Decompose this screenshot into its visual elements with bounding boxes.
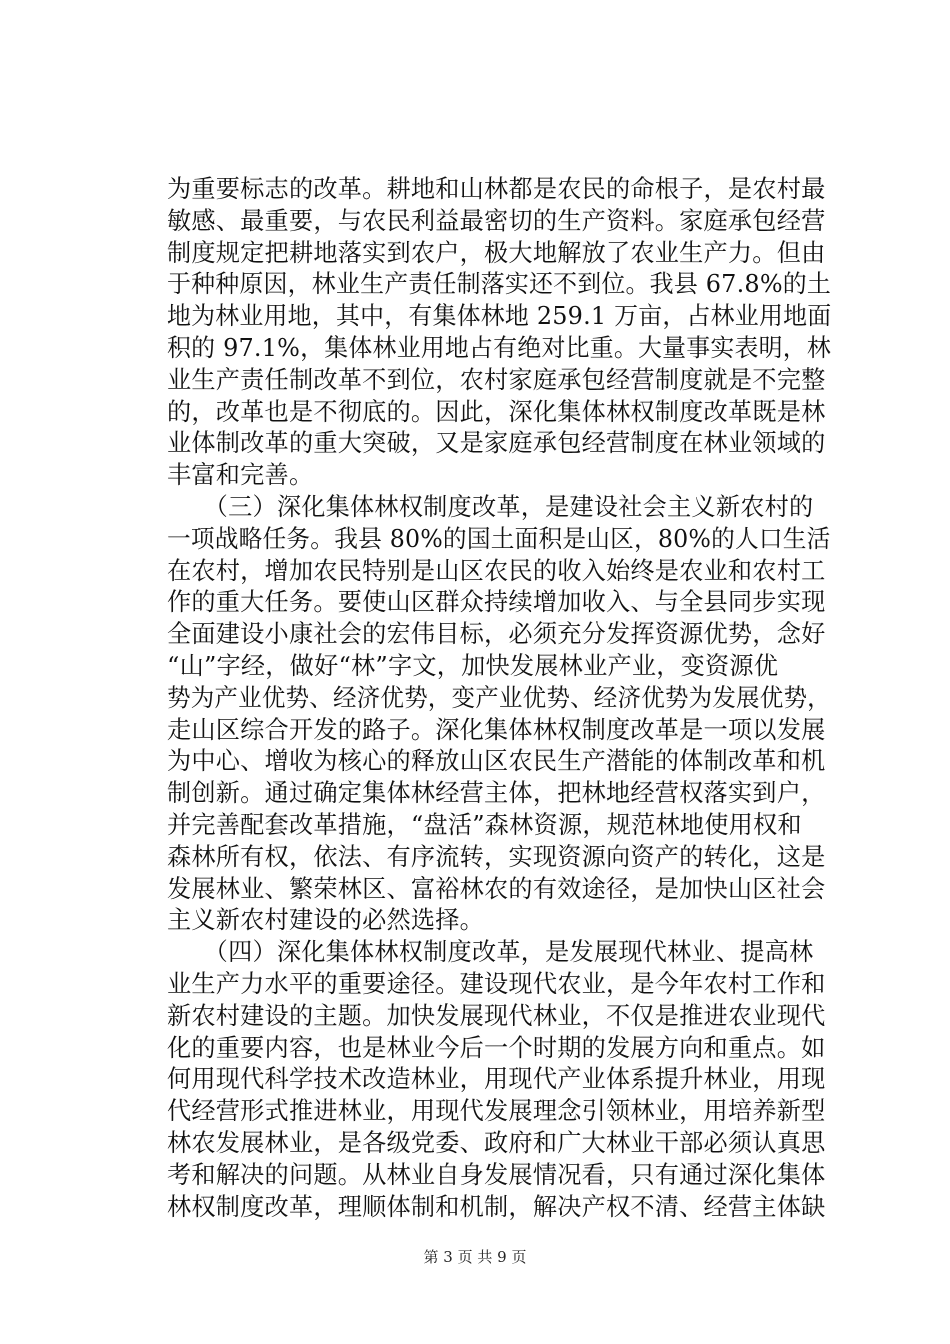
text-line: 并完善配套改革措施，“盘活”森林资源，规范林地使用权和	[167, 810, 802, 839]
text-line: 考和解决的问题。从林业自身发展情况看，只有通过深化集体	[167, 1160, 826, 1189]
text-line: 地为林业用地，其中，有集体林地 259.1 万亩，占林业用地面	[167, 302, 832, 331]
text-line: 林权制度改革，理顺体制和机制，解决产权不清、经营主体缺	[167, 1192, 826, 1221]
text-line: 全面建设小康社会的宏伟目标，必须充分发挥资源优势，念好	[167, 620, 826, 649]
text-line: 为重要标志的改革。耕地和山林都是农民的命根子，是农村最	[167, 175, 826, 203]
text-line: 新农村建设的主题。加快发展现代林业，不仅是推进农业现代	[167, 1001, 826, 1030]
text-line: 林农发展林业，是各级党委、政府和广大林业干部必须认真思	[167, 1128, 826, 1157]
text-line: 业体制改革的重大突破，又是家庭承包经营制度在林业领域的	[167, 429, 826, 458]
text-line: 业生产责任制改革不到位，农村家庭承包经营制度就是不完整	[167, 365, 826, 394]
text-line: 发展林业、繁荣林区、富裕林农的有效途径，是加快山区社会	[167, 874, 826, 903]
text-line: 走山区综合开发的路子。深化集体林权制度改革是一项以发展	[167, 715, 826, 744]
text-line: 一项战略任务。我县 80%的国土面积是山区，80%的人口生活	[167, 524, 831, 553]
text-line: 积的 97.1%，集体林业用地占有绝对比重。大量事实表明，林	[167, 333, 832, 362]
text-line: 主义新农村建设的必然选择。	[167, 906, 485, 935]
text-line: 的，改革也是不彻底的。因此，深化集体林权制度改革既是林	[167, 397, 826, 426]
text-line: 何用现代科学技术改造林业，用现代产业体系提升林业，用现	[167, 1065, 826, 1094]
text-line: （四）深化集体林权制度改革，是发展现代林业、提高林	[167, 938, 814, 967]
text-line: “山”字经，做好“林”字文，加快发展林业产业，变资源优	[167, 651, 779, 680]
text-line: 敏感、最重要，与农民利益最密切的生产资料。家庭承包经营	[167, 206, 826, 235]
text-line: 业生产力水平的重要途径。建设现代农业，是今年农村工作和	[167, 969, 826, 998]
text-line: 代经营形式推进林业，用现代发展理念引领林业，用培养新型	[167, 1097, 826, 1126]
text-line: 在农村，增加农民特别是山区农民的收入始终是农业和农村工	[167, 556, 826, 585]
text-line: 化的重要内容，也是林业今后一个时期的发展方向和重点。如	[167, 1033, 826, 1062]
body-text	[167, 174, 831, 1223]
text-line: 森林所有权，依法、有序流转，实现资源向资产的转化，这是	[167, 842, 826, 871]
page-footer: 第 3 页 共 9 页	[423, 1248, 527, 1266]
text-line: 于种种原因，林业生产责任制落实还不到位。我县 67.8%的土	[167, 270, 832, 299]
text-line: 制度规定把耕地落实到农户，极大地解放了农业生产力。但由	[167, 238, 826, 267]
text-line: 势为产业优势、经济优势，变产业优势、经济优势为发展优势，	[167, 683, 831, 712]
text-line: 制创新。通过确定集体林经营主体，把林地经营权落实到户，	[167, 779, 826, 808]
text-line: 丰富和完善。	[167, 461, 314, 490]
text-line: 为中心、增收为核心的释放山区农民生产潜能的体制改革和机	[167, 747, 826, 776]
text-line: （三）深化集体林权制度改革，是建设社会主义新农村的	[167, 492, 814, 521]
text-line: 作的重大任务。要使山区群众持续增加收入、与全县同步实现	[167, 588, 826, 617]
